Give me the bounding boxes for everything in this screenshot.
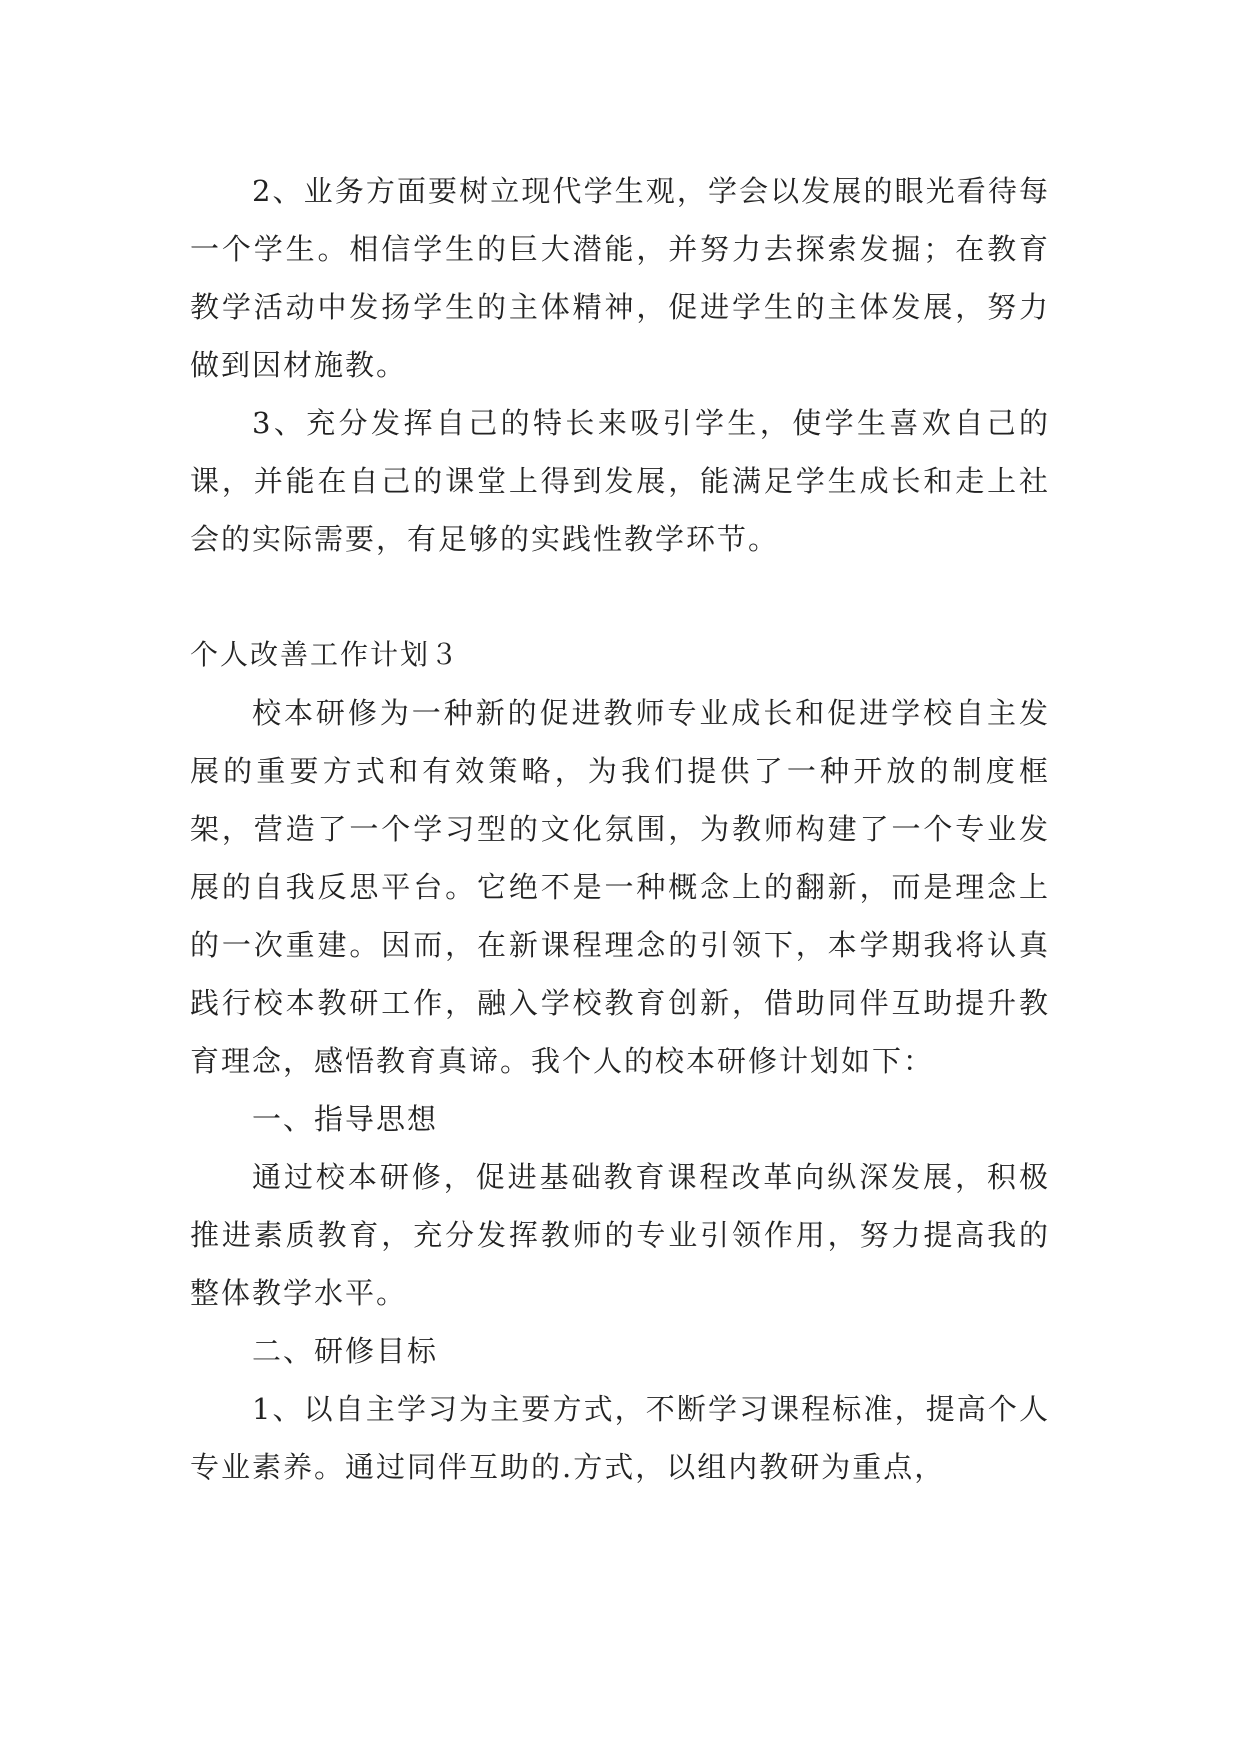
paragraph-intro: 校本研修为一种新的促进教师专业成长和促进学校自主发展的重要方式和有效策略，为我们提供了一种开放的制度框架，营造了一个学习型的文化氛围，为教师构建了一个专业发展的自我反思平台。它绝不是一种概念上的翻新，而是理念上的一次重建。因而，在新课程理念的引领下，本学期我将认真践行校本教研工作，融入学校教育创新，借助同伴互助提升教育理念，感悟教育真谛。我个人的校本研修计划如下： [190, 696, 1050, 1078]
paragraph-strengths: 3、充分发挥自己的特长来吸引学生，使学生喜欢自己的课，并能在自己的课堂上得到发展，能满足学生成长和走上社会的实际需要，有足够的实践性教学环节。 [190, 406, 1050, 556]
document-body [190, 162, 1050, 1496]
paragraph-goal-1: 1、以自主学习为主要方式，不断学习课程标准，提高个人专业素养。通过同伴互助的.方式，以组内教研为重点， [190, 1392, 1050, 1484]
heading-study-goals: 二、研修目标 [252, 1334, 439, 1368]
paragraph-guiding-thought: 通过校本研修，促进基础教育课程改革向纵深发展，积极推进素质教育，充分发挥教师的专业引领作用，努力提高我的整体教学水平。 [190, 1160, 1050, 1310]
paragraph-business-aspect: 2、业务方面要树立现代学生观，学会以发展的眼光看待每一个学生。相信学生的巨大潜能，并努力去探索发掘；在教育教学活动中发扬学生的主体精神，促进学生的主体发展，努力做到因材施教。 [190, 174, 1050, 382]
heading-guiding-thought: 一、指导思想 [252, 1102, 439, 1136]
section-spacer [190, 568, 1050, 626]
section-title: 个人改善工作计划３ [190, 638, 461, 671]
